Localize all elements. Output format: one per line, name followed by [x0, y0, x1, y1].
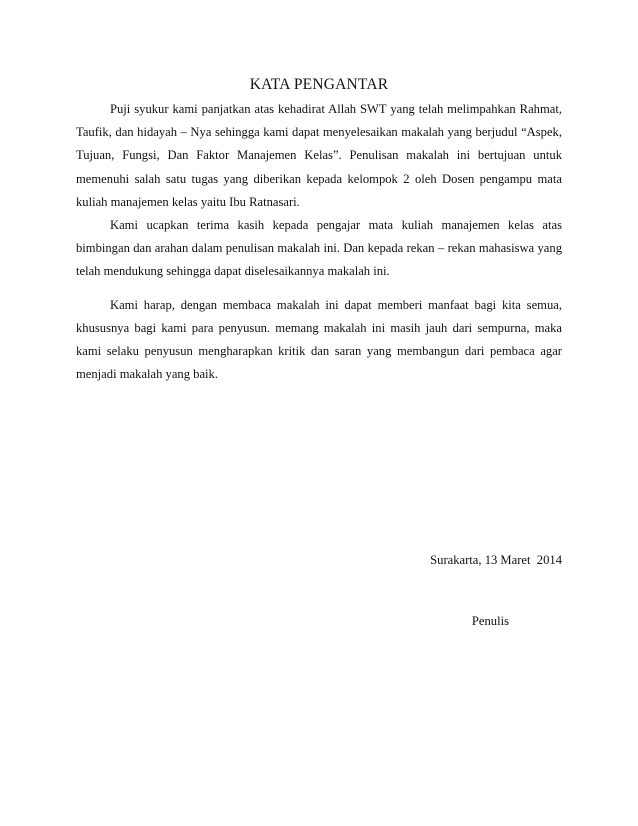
paragraph-1: Puji syukur kami panjatkan atas kehadirat Allah SWT yang telah melimpahkan Rahmat, Taufik, dan hidayah – Nya sehingga kami dapat menyelesaikan makalah yang berjudul “Aspek, Tujuan, Fungsi, Dan Faktor Manajemen Kelas”. Penulisan makalah ini bertujuan untuk memenuhi salah satu tugas yang diberikan kepada kelompok 2 oleh Dosen pengampu mata kuliah manajemen kelas yaitu Ibu Ratnasari.	[76, 102, 562, 209]
body-text	[76, 98, 562, 386]
page-title: KATA PENGANTAR	[249, 76, 389, 93]
paragraph-3: Kami harap, dengan membaca makalah ini dapat memberi manfaat bagi kita semua, khususnya bagi kami para penyusun. memang makalah ini masih jauh dari sempurna, maka kami selaku penyusun mengharapkan kritik dan saran yang membangun dari pembaca agar menjadi makalah yang baik.	[76, 297, 562, 382]
place-date: Surakarta, 13 Maret 2014	[430, 553, 562, 567]
paragraph-2: Kami ucapkan terima kasih kepada pengajar mata kuliah manajemen kelas atas bimbingan dan arahan dalam penulisan makalah ini. Dan kepada rekan – rekan mahasiswa yang telah mendukung sehingga dapat diselesaikannya makalah ini.	[76, 218, 562, 279]
author-signature: Penulis	[471, 614, 509, 628]
